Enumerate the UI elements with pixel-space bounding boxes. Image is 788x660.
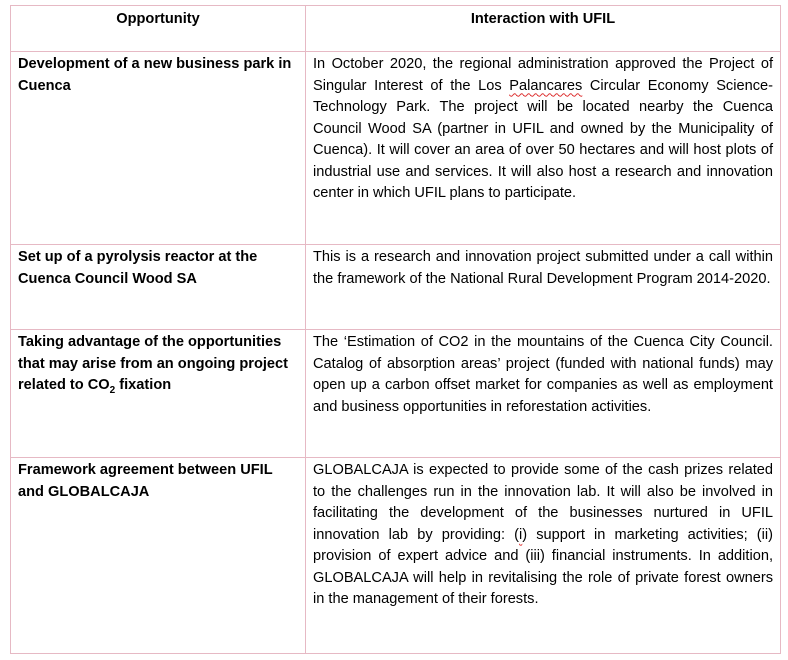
opportunity-text: Taking advantage of the opportunities that may arise from an ongoing project related to CO [18, 334, 289, 393]
opportunity-text: fixation [115, 377, 172, 393]
interaction-text: GLOBALCAJA is expected to provide some of the cash prizes related to the challenges run in the innovation lab. It will also be involved in facilitating the development of the businesses nurtured in UFIL innovation lab by providing: ( [313, 462, 773, 543]
spellcheck-flagged-word: i [519, 526, 523, 543]
table-row [11, 52, 781, 245]
interaction-text: In October 2020, the regional administration approved the Project of Singular Interest of the Los [313, 56, 773, 94]
interaction-cell [306, 458, 781, 654]
interaction-cell [306, 52, 781, 245]
opportunity-cell: Framework agreement between UFIL and GLOBALCAJA [11, 458, 306, 654]
table-header-row [11, 6, 781, 52]
header-opportunity: Opportunity [11, 6, 306, 52]
opportunity-cell: Set up of a pyrolysis reactor at the Cuenca Council Wood SA [11, 245, 306, 330]
table-row [11, 330, 781, 458]
interaction-text: Circular Economy Science-Technology Park. The project will be located nearby the Cuenca Council Wood SA (partner in UFIL and owned by the Municipality of Cuenca). It will cover an area of over 50 hectares and will host plots of industrial use and services. It will also host a research and innovation center in which UFIL plans to participate. [313, 77, 773, 201]
opportunity-cell [11, 330, 306, 458]
interaction-cell: This is a research and innovation project submitted under a call within the framework of the National Rural Development Program 2014-2020. [306, 245, 781, 330]
opportunity-cell: Development of a new business park in Cuenca [11, 52, 306, 245]
interaction-text: ) support in marketing activities; (ii) provision of expert advice and (iii) financial instruments. In addition, GLOBALCAJA will help in revitalising the role of private forest owners in the management of their forests. [313, 526, 774, 607]
opportunities-table [10, 5, 781, 654]
subscript-2: 2 [109, 384, 116, 396]
table-row [11, 245, 781, 330]
header-interaction: Interaction with UFIL [306, 6, 781, 52]
interaction-cell: The ‘Estimation of CO2 in the mountains of the Cuenca City Council. Catalog of absorption areas’ project (funded with national funds) may open up a carbon offset market for companies as well as employment and business opportunities in reforestation activities. [306, 330, 781, 458]
spellcheck-flagged-word: Palancares [509, 77, 583, 94]
table-row [11, 458, 781, 654]
